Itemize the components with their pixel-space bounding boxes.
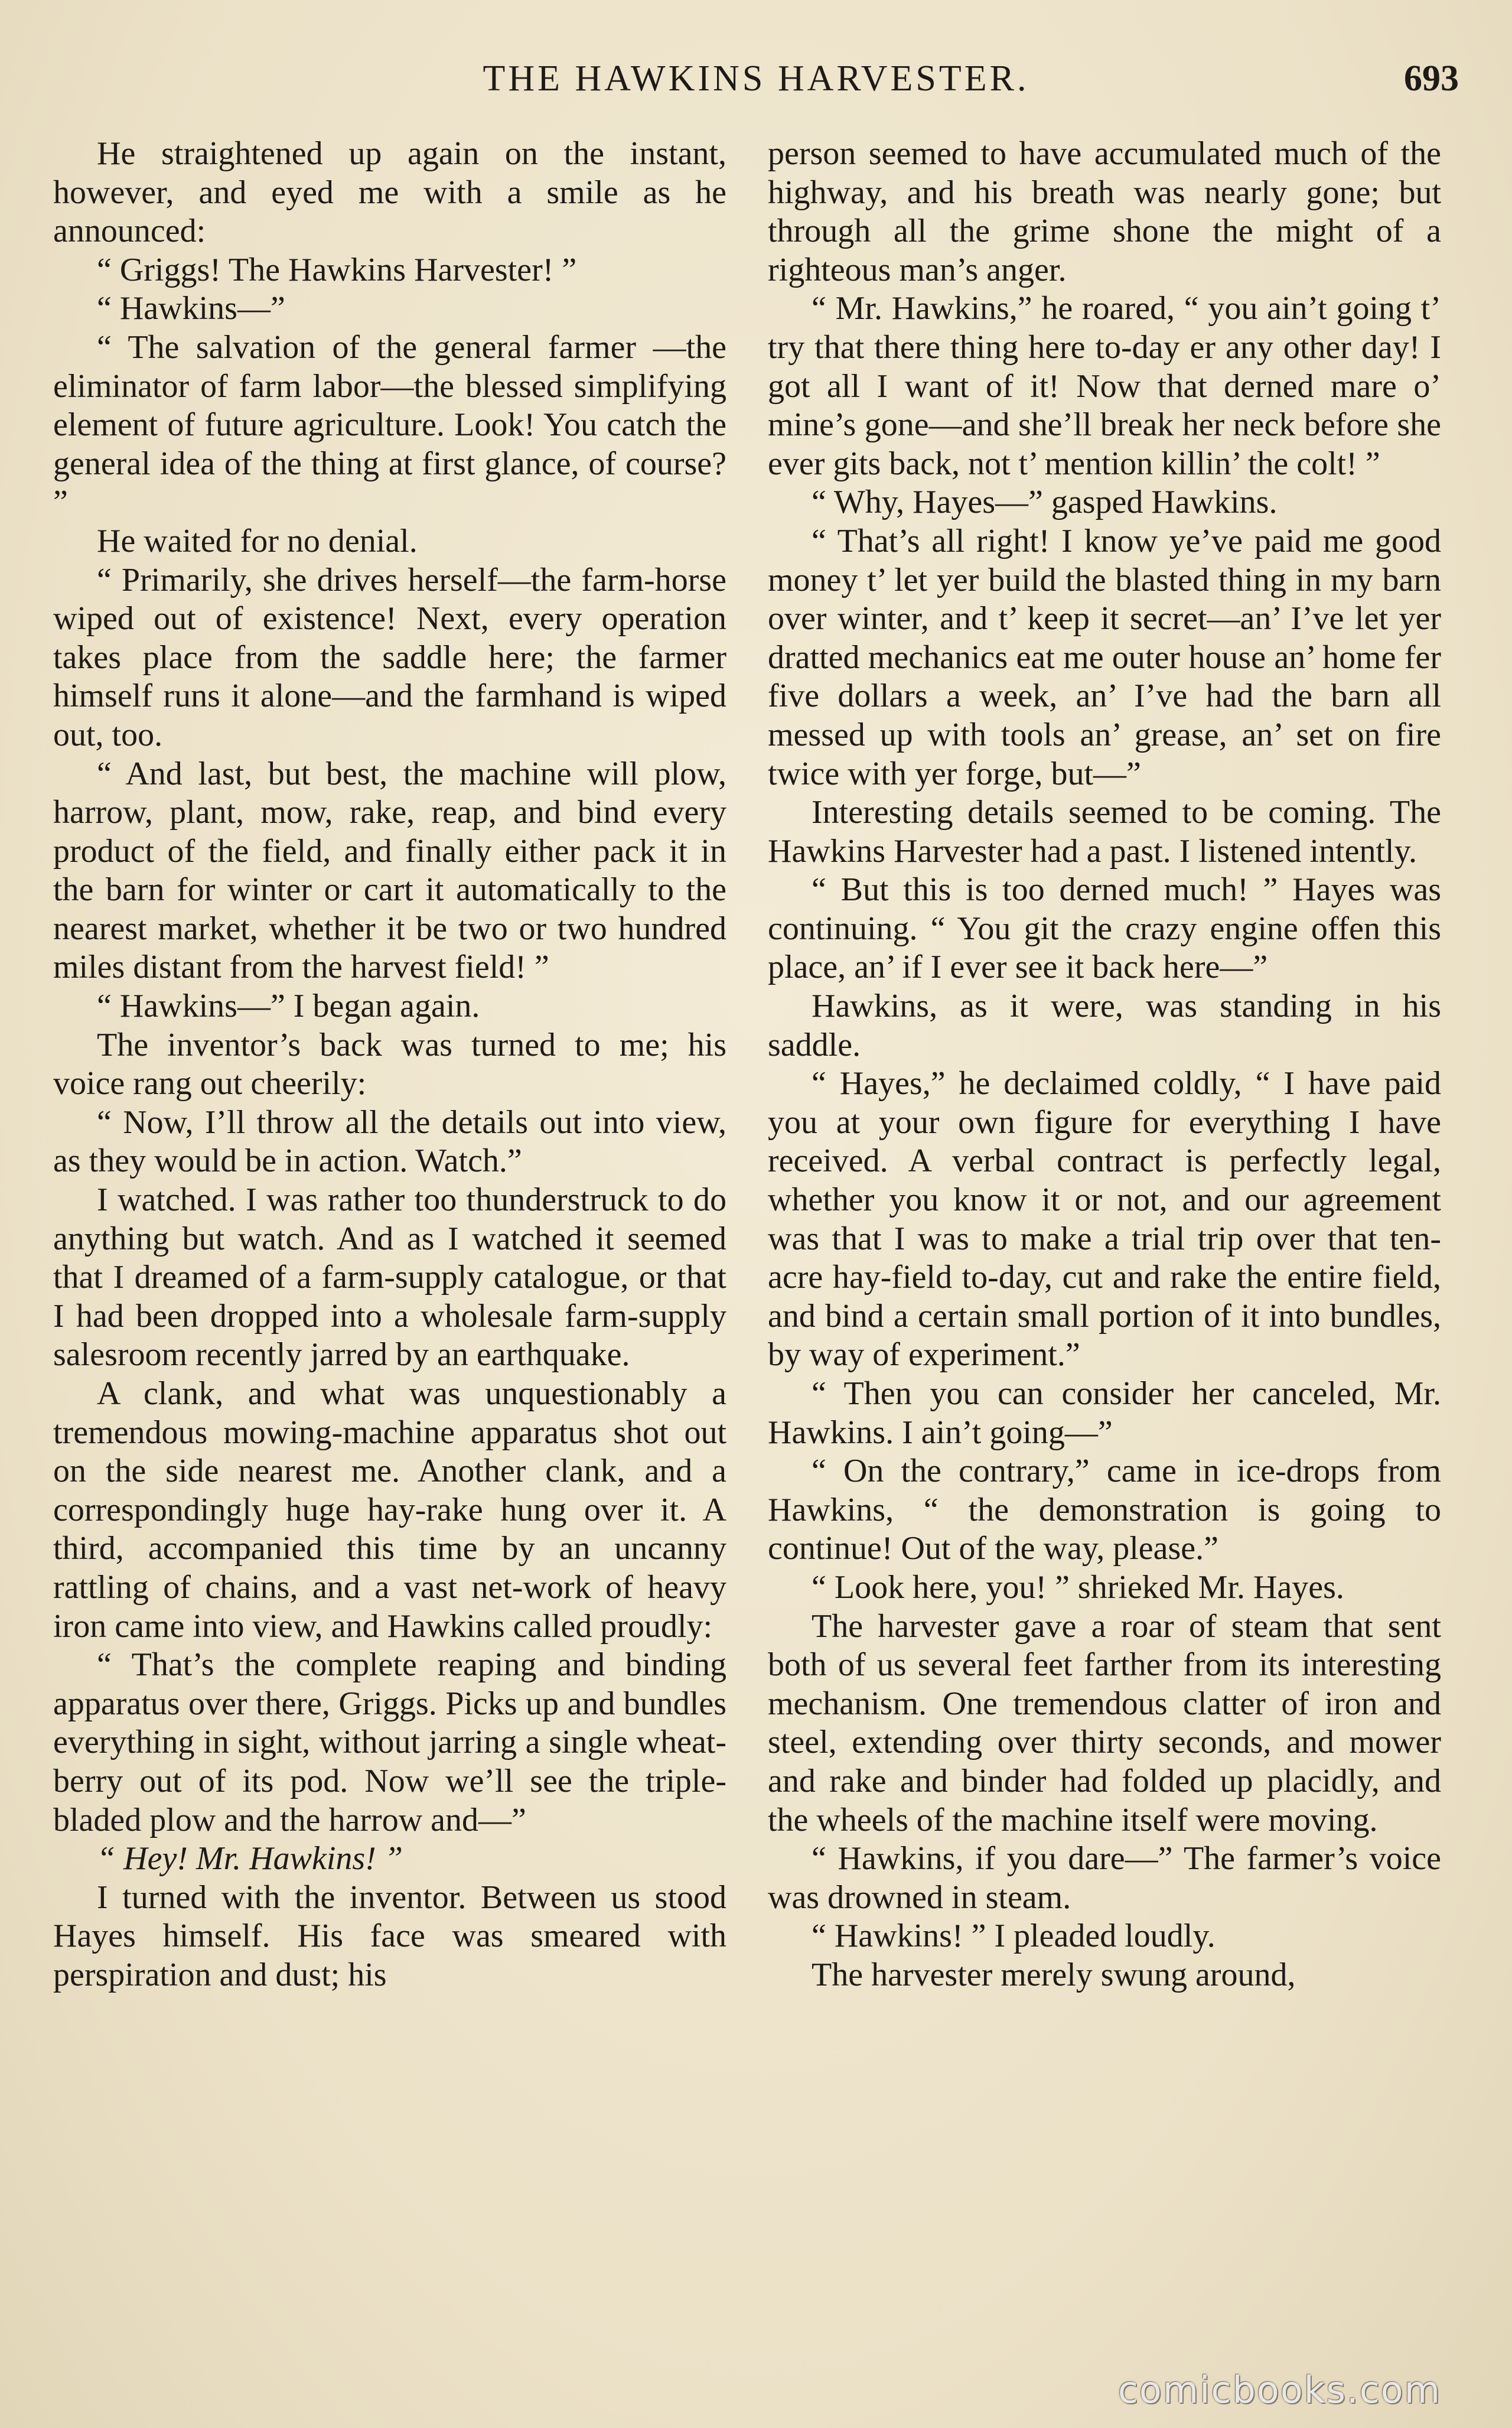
paragraph: A clank, and what was unquestionably a tremendous mowing-machine apparatus shot out on the side nearest me. Another clank, and a correspondingly huge hay-rake hung over it. A third, accompanied this time by an uncanny rattling of chains, and a vast net-work of heavy iron came into view, and Hawkins called proudly: bbox=[53, 1375, 726, 1645]
paragraph: Interesting details seemed to be coming. The Hawkins Harvester had a past. I listened intently. bbox=[768, 794, 1441, 870]
page-number: 693 bbox=[1404, 58, 1459, 99]
paragraph: “ Hawkins—” bbox=[97, 290, 285, 327]
paragraph: “ The salvation of the general farmer —the eliminator of farm labor—the blessed simplifying element of future agriculture. Look! You catch the general idea of the thing at first glance, of course? ” bbox=[53, 328, 726, 521]
paragraph: “ Now, I’ll throw all the details out into view, as they would be in action. Watch.” bbox=[53, 1104, 726, 1180]
paragraph: “ Why, Hayes—” gasped Hawkins. bbox=[812, 484, 1278, 521]
paragraph: Hawkins, as it were, was standing in his saddle. bbox=[768, 988, 1441, 1063]
paragraph: “ Then you can consider her canceled, Mr. Hawkins. I ain’t going—” bbox=[768, 1375, 1441, 1451]
paragraph: “ Hayes,” he declaimed coldly, “ I have paid you at your own figure for everything I have received. A verbal contract is perfectly legal, whether you know it or not, and our agreement was that I was to make a trial trip over that ten-acre hay-field to-day, cut and rake the entire field, and bind a certain small portion of it into bundles, by way of experiment.” bbox=[768, 1065, 1441, 1374]
paragraph: “ Hawkins—” I began again. bbox=[97, 988, 480, 1025]
paragraph: “ Mr. Hawkins,” he roared, “ you ain’t going t’ try that there thing here to-day er any other day! I got all I want of it! Now that derned mare o’ mine’s gone—and she’ll break her neck before she ever gits back, not t’ mention killin’ the colt! ” bbox=[768, 290, 1441, 482]
paragraph: He waited for no denial. bbox=[97, 522, 418, 559]
paragraph: The harvester merely swung around, bbox=[812, 1956, 1296, 1993]
left-column bbox=[53, 135, 726, 2368]
paragraph: The harvester gave a roar of steam that sent both of us several feet farther from its interesting mechanism. One tremendous clatter of iron and steel, extending over thirty seconds, and mower and rake and binder had folded up placidly, and the wheels of the machine itself were moving. bbox=[768, 1607, 1441, 1838]
paragraph: “ On the contrary,” came in ice-drops from Hawkins, “ the demonstration is going to continue! Out of the way, please.” bbox=[768, 1453, 1441, 1567]
paragraph: “ Griggs! The Hawkins Harvester! ” bbox=[97, 251, 577, 288]
paragraph: “ That’s all right! I know ye’ve paid me good money t’ let yer build the blasted thing in my barn over winter, and t’ keep it secret—an’ I’ve let yer dratted mechanics eat me outer house an’ home fer five dollars a week, an’ I’ve had the barn all messed up with tools an’ grease, an’ set on fire twice with yer forge, but—” bbox=[768, 522, 1441, 792]
paragraph: I turned with the inventor. Between us stood Hayes himself. His face was smeared with perspiration and dust; his bbox=[53, 1879, 726, 1993]
paragraph: “ Look here, you! ” shrieked Mr. Hayes. bbox=[812, 1568, 1344, 1606]
running-title: THE HAWKINS HARVESTER. bbox=[483, 58, 1029, 99]
paragraph: “ Primarily, she drives herself—the farm-horse wiped out of existence! Next, every operation takes place from the saddle here; the farmer himself runs it alone—and the farmhand is wiped out, too. bbox=[53, 561, 726, 753]
paragraph: “ But this is too derned much! ” Hayes was continuing. “ You git the crazy engine offen this place, an’ if I ever see it back here—” bbox=[768, 871, 1441, 986]
paragraph: “ Hawkins, if you dare—” The farmer’s voice was drowned in steam. bbox=[768, 1840, 1441, 1916]
page-header bbox=[53, 52, 1459, 105]
paragraph: “ That’s the complete reaping and binding apparatus over there, Griggs. Picks up and bundles everything in sight, without jarring a single wheat-berry out of its pod. Now we’ll see the triple-bladed plow and the harrow and—” bbox=[53, 1646, 726, 1838]
right-column bbox=[768, 135, 1441, 2368]
paragraph: “ Hawkins! ” I pleaded loudly. bbox=[812, 1918, 1216, 1955]
watermark: comicbooks.com bbox=[1117, 2368, 1441, 2411]
paragraph: The inventor’s back was turned to me; his voice rang out cheerily: bbox=[53, 1026, 726, 1102]
paragraph: person seemed to have accumulated much of the highway, and his breath was nearly gone; but through all the grime shone the might of a righteous man’s anger. bbox=[768, 135, 1441, 288]
paragraph: I watched. I was rather too thunderstruck to do anything but watch. And as I watched it seemed that I dreamed of a farm-supply catalogue, or that I had been dropped into a wholesale farm-supply salesroom recently jarred by an earthquake. bbox=[53, 1182, 726, 1374]
paragraph: He straightened up again on the instant, however, and eyed me with a smile as he announced: bbox=[53, 135, 726, 250]
paragraph: “ And last, but best, the machine will plow, harrow, plant, mow, rake, reap, and bind every product of the field, and finally either pack it in the barn for winter or cart it automatically to the nearest market, whether it be two or two hundred miles distant from the harvest field! ” bbox=[53, 755, 726, 986]
paragraph: “ Hey! Mr. Hawkins! ” bbox=[97, 1840, 403, 1877]
